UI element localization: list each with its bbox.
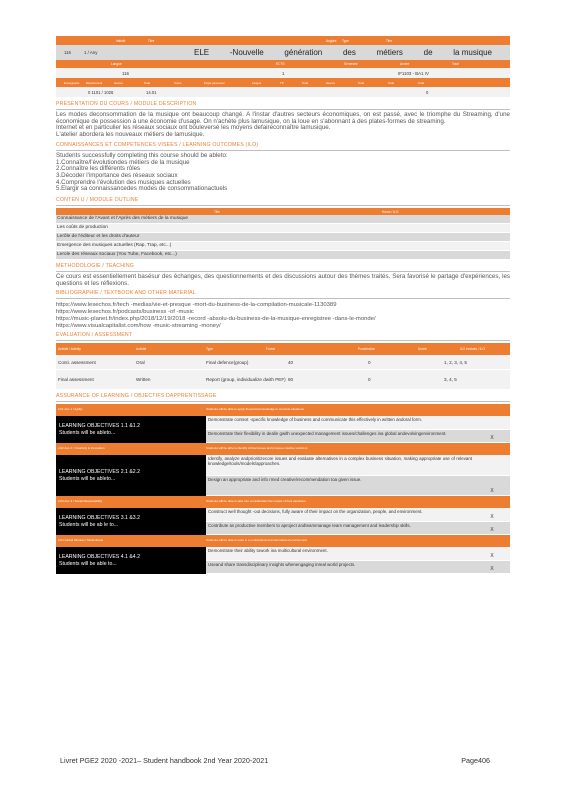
header-label: ECTS: [276, 62, 285, 66]
criterion-mark: [474, 416, 510, 429]
paragraph: L'atelier abordera les nouveaux métiers de lamusique.: [56, 131, 205, 139]
criterion-text: Demonstrate their ability towork ina multicultural environment.: [208, 548, 328, 554]
criterion-text: Construct well thought -out decisions, fully aware of their impact on the organization, people, and environment.: [208, 509, 423, 515]
objective-sub: Students will be ableto...: [59, 429, 116, 436]
list-item: 3.Décoder l'importance des réseaux sociaux: [56, 171, 178, 179]
eval-duration: 0: [368, 359, 371, 365]
header-label: Langue: [252, 80, 262, 85]
bibliography-link[interactable]: https://www.lesechos.fr/tech -medias/vie-et-presque -mort-du-business-de-la-compilation-musicale-1130389: [56, 302, 337, 309]
header-value: 14.01: [146, 89, 157, 95]
header-row-1: [56, 36, 510, 45]
aol-label: LO3 AoL 3 / Social Responsibility: [58, 499, 103, 504]
footer-handbook-title: Livret PGE2 2020 -2021– Student handbook 2nd Year 2020-2021: [60, 756, 269, 765]
criterion-text: Useand share transdisciplinary insights whenengaging inreal world projects.: [208, 561, 356, 567]
list-item: 5.Elargir sa connaissancedes modes de consommationactuels: [56, 185, 228, 193]
header-label: Anglais: [326, 38, 337, 43]
divider: [56, 340, 510, 341]
evaluation-row: [56, 355, 510, 369]
header-value: 0 1101 / 1026: [88, 89, 114, 95]
header-value: IF1103 - BA1 IV: [398, 70, 429, 76]
section-heading-evaluation: EVALUATION / ASSESSMENT: [56, 332, 133, 339]
criterion-text: Demonstrate context -specific knowledge of business and communicate this effectively in written andoral form.: [208, 417, 422, 423]
header-row-4: [56, 68, 510, 78]
header-label: Type: [342, 38, 349, 43]
criterion-text: Design an appropriate and info rmed creative/recommendation toa given issue.: [208, 476, 362, 482]
criterion-row: [206, 455, 510, 476]
eval-duration: 0: [368, 377, 371, 383]
aol-header-bar: [56, 535, 510, 547]
aol-header-bar: [56, 404, 510, 416]
section-heading-assurance: ASSURANCE OF LEARNING / OBJECTIFS DAPPRENTISSAGE: [56, 393, 217, 400]
course-sheet: [56, 36, 510, 574]
outcomes-intro: Students successfully completing this course should be ableto:: [56, 151, 228, 159]
criteria-column: [206, 508, 510, 535]
outline-col-hours: Hours / ILO: [382, 209, 399, 214]
learning-objective-label: [56, 416, 206, 443]
header-label: Langue: [111, 62, 122, 66]
eval-col: ILO évalués / ILO: [460, 347, 485, 352]
eval-form: Report (group, individualize dwith PEF): [206, 377, 286, 383]
eval-col: Pondération: [358, 347, 376, 352]
criterion-row: [206, 476, 510, 497]
criterion-row: [206, 508, 510, 522]
objective-sub: Students will be ab le to...: [59, 521, 119, 528]
criterion-mark: X: [490, 513, 494, 520]
header-label: Enseignants: [64, 80, 80, 85]
header-row-2: [56, 45, 510, 60]
aol-header-bar: [56, 443, 510, 455]
aol-label: LO4 Global Mindset / Multicultural: [58, 538, 104, 543]
eval-weight: 40: [288, 359, 294, 365]
criterion-row: [206, 430, 510, 444]
aol-label: LO2 AoL 2 / Creativity & Innovation: [58, 446, 105, 451]
list-item: 1.Connaître/l'évolutiondes métiers de la musique: [56, 158, 190, 166]
objective-title: LEARNING OBJECTIVES 3.1 &3.2: [59, 515, 141, 522]
header-row-5: [56, 78, 510, 87]
criterion-mark: X: [490, 552, 494, 559]
header-label: Département: [86, 80, 103, 85]
methodology-text: Ce cours est essentiellement basésur des échanges, des questionnements et des discussions autour des thèmes traités. Sera favorisé le partage d'expériences, les questions et les réflexions.: [56, 273, 510, 287]
criterion-text: Identify, analyze andprioritizecore issues and evaluate alternatives in a complex business situation, making appropriate use of relevant knowledge/tools/models/approaches.: [208, 456, 472, 467]
section-heading-methodology: METHODOLOGIE / TEACHING: [56, 263, 135, 270]
bibliography-link[interactable]: https://www.visualcapitalist.com/how -music-streaming -money/: [56, 322, 221, 329]
aol-header-bar: [56, 496, 510, 508]
section-heading-bibliography: BIBLIOGRAPHIE / TEXTBOOK AND OTHER MATERIAL: [56, 290, 196, 297]
aol-block: [56, 416, 510, 443]
criterion-text: Contribute as productive members to aproject andteammanage team management and leadership skills.: [208, 522, 411, 528]
aol-block: [56, 455, 510, 496]
title-part: de: [423, 48, 433, 57]
title-part: ELE: [194, 48, 210, 57]
learning-objective-label: [56, 455, 206, 496]
paragraph: Les modes deconsommation de la musique ont beaucoup changé. A l'instar d'autres secteurs économiques, on est passé, avec le triomphe du Streaming, d'une économique de possession à une économie d'usage. On n'achète plus lamusique, on la loue en s'abonnant à des plates-formes de streaming.: [56, 111, 510, 125]
presentation-text: [56, 112, 510, 139]
learning-objective-label: [56, 508, 206, 535]
objective-sub: Students will be able to...: [59, 560, 117, 567]
criterion-row: [206, 416, 510, 430]
aol-block: [56, 508, 510, 535]
aol-statement: Students will be able to identify critical issues and propose creative solutions: [206, 446, 308, 451]
header-label: Semestre: [344, 62, 358, 66]
divider: [56, 298, 510, 299]
header-label: Total: [302, 80, 308, 85]
section-heading-outcomes: CONNAISSANCES ET COMPETENCES VISEES / LEARNING OUTCOMES (ILO): [56, 141, 259, 148]
criterion-row: [206, 561, 510, 575]
course-title: [194, 48, 510, 57]
section-heading-outline: CONTEN U / MODULE OUTLINE: [56, 197, 139, 204]
divider: [56, 109, 510, 110]
header-value: 1: [282, 70, 285, 76]
objective-title: LEARNING OBJECTIVES 1.1 &1.2: [59, 423, 141, 430]
outline-col-title: Title: [214, 209, 220, 214]
table-row: Les coûts de production: [56, 224, 510, 233]
header-label: Projet personnel: [204, 80, 225, 85]
header-label: Heures: [114, 80, 124, 85]
criteria-column: [206, 455, 510, 496]
outline-table: [56, 215, 510, 260]
header-label: Total: [388, 80, 394, 85]
divider: [56, 401, 510, 402]
page-footer: [60, 756, 490, 765]
learning-objective-label: [56, 547, 206, 574]
eval-col: Durée: [418, 347, 427, 352]
criteria-column: [206, 547, 510, 574]
aol-statement: Students will be able to work in a multicultural and international environment: [206, 538, 307, 543]
header-label: Total: [452, 62, 459, 66]
eval-ilo: 1, 2, 3, 4, 5: [444, 359, 467, 365]
aol-block: [56, 547, 510, 574]
title-part: métiers: [376, 48, 403, 57]
title-part: des: [342, 48, 356, 57]
objective-sub: Students will be ableto...: [59, 475, 116, 482]
eval-ilo: 3, 4, 5: [444, 377, 457, 383]
header-value: 116: [122, 70, 129, 76]
list-item: 4.Comprendre l'évolution des musiques actuelles: [56, 178, 191, 186]
assurance-table: [56, 404, 510, 574]
eval-col: Activité: [136, 347, 147, 352]
header-label: TP: [280, 80, 284, 85]
header-row-6: [56, 87, 510, 97]
title-part: la musique: [453, 48, 492, 57]
objective-title: LEARNING OBJECTIVES 2.1 &2.2: [59, 469, 141, 476]
criterion-text: Demonstrate their flexibility in dealin gwith unexpected management issues/challenges ina global andevolvingenvironment.: [208, 430, 447, 436]
eval-col: Activité / Activity: [58, 347, 81, 352]
objective-title: LEARNING OBJECTIVES 4.1 &4.2: [59, 554, 141, 561]
divider: [56, 271, 510, 272]
criterion-mark: X: [490, 435, 494, 442]
table-row: Connaissance de l'Avant et l'Après des métiers de la musique: [56, 215, 510, 224]
course-code: 116: [64, 50, 71, 55]
outline-header-bar: [56, 208, 510, 215]
eval-activity: Final assessment: [58, 377, 94, 383]
header-label: Total: [144, 80, 150, 85]
bibliography-list: [56, 302, 510, 329]
title-part: génération: [284, 48, 323, 57]
header-value: 0: [426, 89, 429, 95]
criterion-row: [206, 547, 510, 561]
title-part: -Nouvelle: [229, 48, 264, 57]
header-label: Total: [358, 80, 364, 85]
table-row: Lerole des réseaux sociaux (You Tube, Facebook, etc...): [56, 251, 510, 260]
eval-col: Forme: [266, 347, 276, 352]
header-label: Cours: [174, 80, 182, 85]
eval-type: Written: [136, 377, 151, 383]
header-label: Titre: [148, 38, 155, 43]
eval-col: Type: [206, 347, 213, 352]
course-level: 1 / Any: [84, 50, 98, 55]
divider: [56, 205, 510, 206]
aol-label: LO1 AoL 1 / Agility: [58, 407, 83, 412]
eval-type: Oral: [136, 359, 145, 365]
eval-form: Final defence(group): [206, 359, 249, 365]
table-row: Lerôle de l'éditeur et les droits d'auteur: [56, 233, 510, 242]
page-number: Page406: [461, 756, 490, 765]
bibliography-link[interactable]: https://www.lesechos.fr/podcasts/business -of -music: [56, 309, 194, 316]
criterion-mark: [474, 455, 510, 475]
header-row-3: [56, 60, 510, 68]
table-row: Emergence des musiques actuelles (Rap, Trap, etc...): [56, 242, 510, 251]
eval-weight: 60: [288, 377, 294, 383]
criterion-mark: X: [490, 488, 494, 495]
header-label: Titre: [386, 38, 393, 43]
header-label: Heures: [326, 80, 336, 85]
bibliography-link[interactable]: https://music-planet.fr/index.php/2018/12/19/2018 -record -absolu-du-business-de-la-musique-enregistree -dans-le-monde/: [56, 315, 376, 322]
aol-statement: Students will be able to apply theoretical knowledge to concrete situations: [206, 407, 304, 412]
divider: [56, 150, 510, 151]
header-label: Année: [400, 62, 410, 66]
list-item: 2.Connaître les différents rôles: [56, 165, 141, 173]
evaluation-header-bar: [56, 343, 510, 355]
criterion-row: [206, 522, 510, 536]
header-label: Intitulé: [116, 38, 126, 43]
outcomes-list: [56, 153, 510, 193]
criterion-mark: X: [490, 566, 494, 573]
evaluation-row: [56, 369, 510, 389]
header-label: Total: [418, 80, 424, 85]
criterion-mark: X: [490, 527, 494, 534]
section-heading-presentation: PRESENTATION DU COURS / MODULE DESCRIPTION: [56, 101, 197, 107]
aol-statement: Students will be able to take into consideration the impact of their decisions: [206, 499, 306, 504]
header-table: [56, 36, 510, 97]
paragraph: Internet et en particulier les réseaux sociaux ont bouleversé les moyens defaireconnaître lamusique.: [56, 124, 331, 132]
eval-activity: Conti. assessment: [58, 359, 96, 365]
criteria-column: [206, 416, 510, 443]
